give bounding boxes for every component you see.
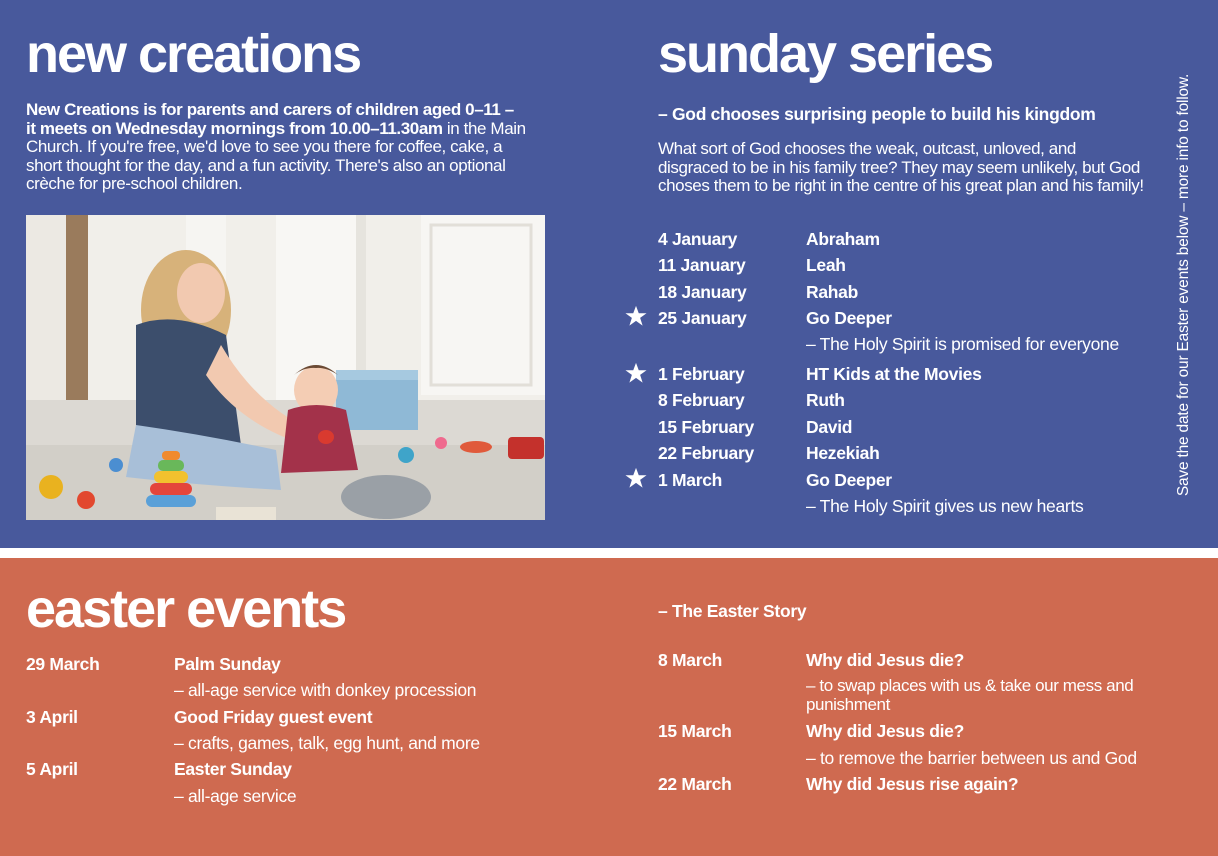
schedule-date: 4 January [658,229,738,249]
event-date: 5 April [26,759,78,779]
schedule-title: Abraham [806,229,880,249]
event-date: 3 April [26,707,78,727]
schedule-date: 22 February [658,443,754,463]
schedule-title: Hezekiah [806,443,880,463]
parent-and-child-photo [26,215,545,520]
star-icon [625,305,647,327]
story-date: 15 March [658,721,732,741]
new-creations-intro-rest: in the Main Church. If you're free, we'd love to see you there for coffee, cake, a short thought for the day, and a fun activity. There's also an optional crèche for pre-school children. [26,118,526,193]
schedule-date: 18 January [658,282,747,302]
story-note: – to swap places with us & take our mess and punishment [806,676,1134,714]
story-date: 22 March [658,774,732,794]
new-creations-heading: new creations [26,24,361,84]
schedule-date: 8 February [658,390,745,410]
story-note: – to remove the barrier between us and God [806,748,1137,768]
schedule-date: 1 March [658,470,723,490]
sunday-series-subtitle: – God chooses surprising people to build his kingdom [658,104,1096,124]
save-the-date-note: Save the date for our Easter events below – more info to follow. [1175,73,1192,497]
story-date: 8 March [658,650,723,670]
schedule-date: 11 January [658,255,746,275]
event-date: 29 March [26,654,100,674]
story-title: Why did Jesus die? [806,721,964,741]
event-note: – crafts, games, talk, egg hunt, and more [174,733,480,753]
schedule-title: HT Kids at the Movies [806,364,982,384]
story-title: Why did Jesus rise again? [806,774,1019,794]
schedule-date: 15 February [658,417,754,437]
new-creations-intro-bold: New Creations is for parents and carers of children aged 0–11 – it meets on Wednesday mornings from 10.00–11.30am [26,100,514,138]
story-title: Why did Jesus die? [806,650,964,670]
event-note: – all-age service with donkey procession [174,680,477,700]
sunday-series-heading: sunday series [658,24,993,84]
event-title: Palm Sunday [174,654,281,674]
schedule-title: Ruth [806,390,845,410]
schedule-title: Go Deeper [806,470,892,490]
schedule-title: Go Deeper [806,308,892,328]
sunday-series-intro: What sort of God chooses the weak, outcast, unloved, and disgraced to be in his family tree? They may seem unlikely, but God choses them to be right in the centre of his great plan and his family! [658,139,1144,195]
schedule-note: – The Holy Spirit gives us new hearts [806,496,1084,516]
new-creations-intro [26,101,526,194]
schedule-title: David [806,417,853,437]
star-icon [625,362,647,384]
schedule-date: 25 January [658,308,747,328]
easter-story-subtitle: – The Easter Story [658,601,807,621]
event-note: – all-age service [174,786,297,806]
easter-events-heading: easter events [26,579,346,639]
star-icon [625,467,647,489]
schedule-date: 1 February [658,364,745,384]
bottom-panel [0,558,1218,856]
schedule-title: Rahab [806,282,858,302]
event-title: Easter Sunday [174,759,292,779]
event-title: Good Friday guest event [174,707,373,727]
schedule-title: Leah [806,255,846,275]
schedule-note: – The Holy Spirit is promised for everyone [806,334,1119,354]
